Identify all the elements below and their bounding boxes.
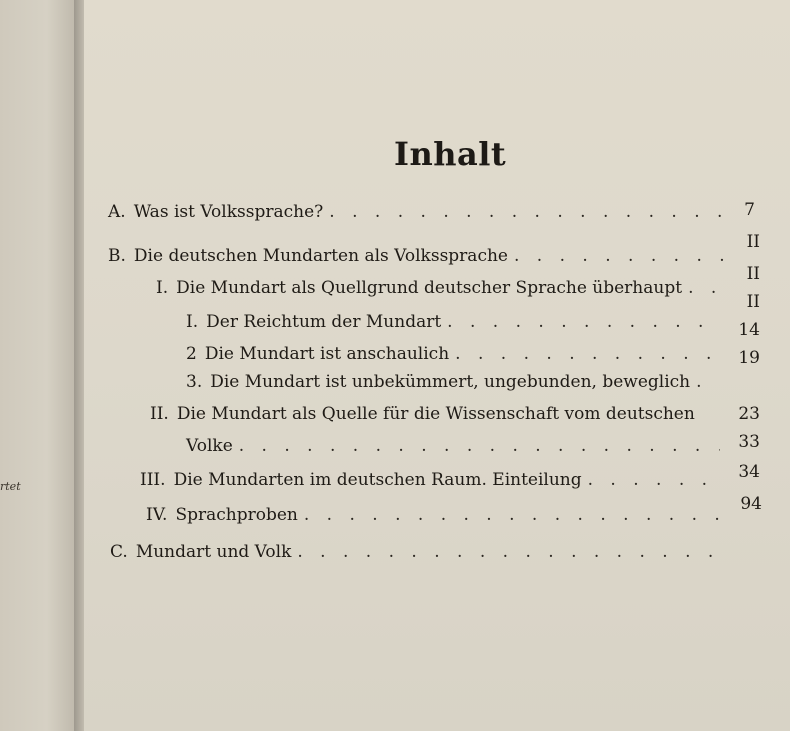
toc-leader xyxy=(239,436,720,456)
toc-entry-b-ii xyxy=(150,404,730,428)
toc-entry-b-ii-cont xyxy=(186,436,726,460)
toc-number: I. xyxy=(156,278,169,298)
toc-text: Mundart und Volk xyxy=(135,542,292,562)
toc-number: B. xyxy=(108,246,126,266)
toc-page: 23 xyxy=(738,404,760,424)
toc-number: A. xyxy=(108,202,126,222)
toc-text: Die Mundart als Quelle für die Wissenschaft vom deutschen xyxy=(176,404,695,424)
toc-leader xyxy=(329,202,732,222)
toc-entry-b-i-2 xyxy=(186,344,726,368)
toc-entry-b xyxy=(108,246,738,270)
toc-number: 3. xyxy=(186,372,203,392)
toc-text: Die Mundart ist anschaulich xyxy=(204,344,450,364)
toc-number: 2 xyxy=(186,344,197,364)
toc-number: I. xyxy=(186,312,199,332)
toc-text: Die Mundart als Quellgrund deutscher Sprache überhaupt xyxy=(176,278,683,298)
toc-leader xyxy=(447,312,720,332)
toc-text: Die Mundart ist unbekümmert, ungebunden, beweglich xyxy=(210,372,691,392)
toc-leader xyxy=(696,372,720,392)
toc-text: Die Mundarten im deutschen Raum. Einteilung xyxy=(173,470,582,490)
toc-page: II xyxy=(746,264,760,284)
toc-entry-b-i-3 xyxy=(186,372,726,396)
toc-entry-b-iv xyxy=(146,505,730,529)
toc-page: 19 xyxy=(738,348,760,368)
toc-page: II xyxy=(746,292,760,312)
page-title: Inhalt xyxy=(394,135,507,173)
toc-entry-b-iii xyxy=(140,470,730,494)
toc-page: 7 xyxy=(744,200,755,220)
toc-leader xyxy=(297,542,724,562)
toc-leader xyxy=(304,505,724,525)
toc-text: Volke xyxy=(186,436,233,456)
toc-page: 94 xyxy=(740,494,762,514)
toc-entry-b-i xyxy=(156,278,726,302)
toc-number: III. xyxy=(140,470,166,490)
toc-text: Die deutschen Mundarten als Volkssprache xyxy=(133,246,508,266)
toc-number: IV. xyxy=(146,505,168,525)
toc-page: II xyxy=(746,232,760,252)
toc-page: 33 xyxy=(738,432,760,452)
toc-entry-b-i-1 xyxy=(186,312,726,336)
toc-entry-a xyxy=(108,202,738,226)
left-page-fragment: rtet xyxy=(0,480,21,493)
toc-number: II. xyxy=(150,404,169,424)
toc-entry-c xyxy=(110,542,730,566)
toc-text: Was ist Volkssprache? xyxy=(133,202,324,222)
toc-page: 14 xyxy=(738,320,760,340)
toc-leader xyxy=(514,246,732,266)
toc-leader xyxy=(455,344,720,364)
toc-leader xyxy=(688,278,720,298)
toc-text: Sprachproben xyxy=(175,505,298,525)
toc-page: 34 xyxy=(738,462,760,482)
toc-text: Der Reichtum der Mundart xyxy=(206,312,442,332)
toc-leader xyxy=(588,470,724,490)
toc-number: C. xyxy=(110,542,128,562)
